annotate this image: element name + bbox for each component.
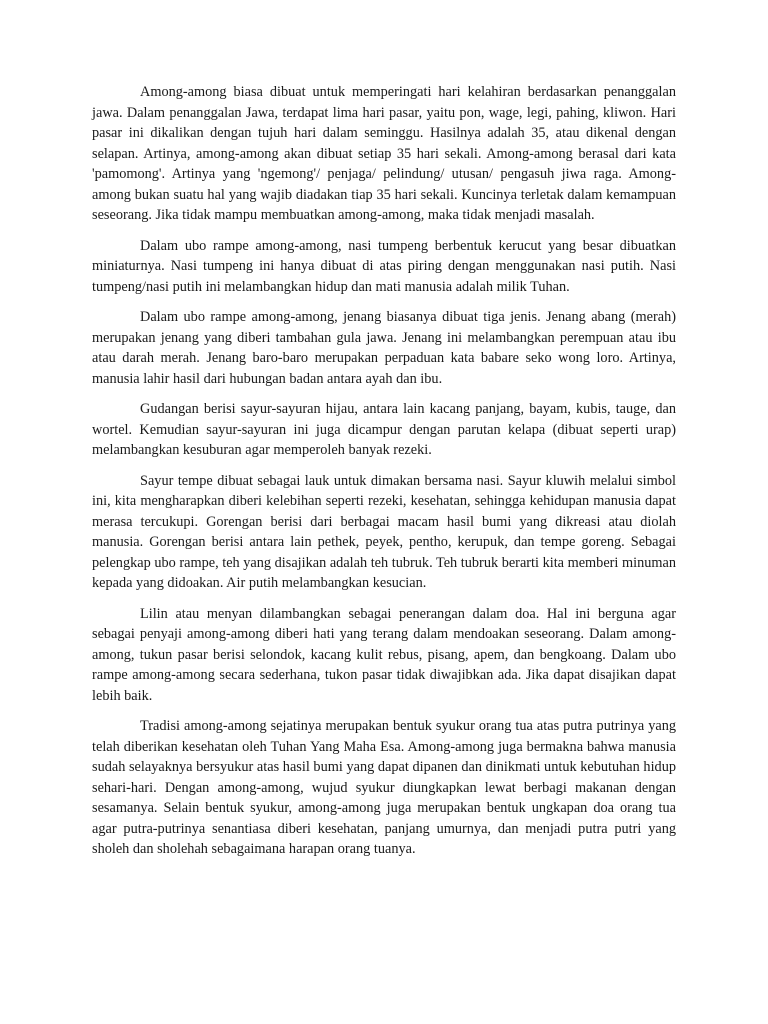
paragraph-6: Lilin atau menyan dilambangkan sebagai penerangan dalam doa. Hal ini berguna agar sebagai penyaji among-among diberi hati yang terang dalam mendoakan seseorang. Dalam among-among, tukun pasar berisi selondok, kacang kulit rebus, pisang, apem, dan bengkoang. Dalam ubo rampe among-among secara sederhana, tukon pasar tidak diwajibkan ada. Jika dapat disajikan dapat lebih baik. — [92, 605, 676, 704]
paragraph-5: Sayur tempe dibuat sebagai lauk untuk dimakan bersama nasi. Sayur kluwih melalui simbol ini, kita mengharapkan diberi kelebihan seperti rezeki, kesehatan, sehingga kehidupan manusia dapat merasa tercukupi. Gorengan berisi dari berbagai macam hasil bumi yang dikreasi atau diolah manusia. Gorengan berisi antara lain pethek, peyek, pentho, kerupuk, dan tempe goreng. Sebagai pelengkap ubo rampe, teh yang disajikan adalah teh tubruk. Teh tubruk berarti kita memberi minuman kepada yang didoakan. Air putih melambangkan kesucian. — [92, 472, 676, 591]
paragraph-3: Dalam ubo rampe among-among, jenang biasanya dibuat tiga jenis. Jenang abang (merah) merupakan jenang yang diberi tambahan gula jawa. Jenang ini melambangkan perempuan atau ibu atau darah merah. Jenang baro-baro merupakan perpaduan kata babare seko wong loro. Artinya, manusia lahir hasil dari hubungan badan antara ayah dan ibu. — [92, 309, 676, 387]
paragraph-1: Among-among biasa dibuat untuk memperingati hari kelahiran berdasarkan penanggalan jawa. Dalam penanggalan Jawa, terdapat lima hari pasar, yaitu pon, wage, legi, pahing, kliwon. Hari pasar ini dikalikan dengan tujuh hari dalam seminggu. Hasilnya adalah 35, atau dikenal dengan selapan. Artinya, among-among akan dibuat setiap 35 hari sekali. Among-among berasal dari kata 'pamomong'. Artinya yang 'ngemong'/ penjaga/ pelindung/ utusan/ pengasuh jiwa raga. Among-among bukan suatu hal yang wajib diadakan tiap 35 hari sekali. Kuncinya terletak dalam kemampuan seseorang. Jika tidak mampu membuatkan among-among, maka tidak menjadi masalah. — [92, 84, 676, 223]
document-body — [92, 82, 676, 870]
paragraph-7: Tradisi among-among sejatinya merupakan bentuk syukur orang tua atas putra putrinya yang telah diberikan kesehatan oleh Tuhan Yang Maha Esa. Among-among juga bermakna bahwa manusia sudah selayaknya bersyukur atas hasil bumi yang dapat dipanen dan dinikmati untuk kebutuhan hidup sehari-hari. Dengan among-among, wujud syukur diungkapkan lewat berbagi makanan dengan sesamanya. Selain bentuk syukur, among-among juga merupakan bentuk ungkapan doa orang tua agar putra-putrinya senantiasa diberi kesehatan, panjang umurnya, dan menjadi putra putri yang sholeh dan sholehah sebagaimana harapan orang tuanya. — [92, 718, 676, 857]
paragraph-4: Gudangan berisi sayur-sayuran hijau, antara lain kacang panjang, bayam, kubis, tauge, dan wortel. Kemudian sayur-sayuran ini juga dicampur dengan parutan kelapa (dibuat seperti urap) melambangkan kesuburan agar memperoleh banyak rezeki. — [92, 401, 676, 458]
paragraph-2: Dalam ubo rampe among-among, nasi tumpeng berbentuk kerucut yang besar dibuatkan miniaturnya. Nasi tumpeng ini hanya dibuat di atas piring dengan menggunakan nasi putih. Nasi tumpeng/nasi putih ini melambangkan hidup dan mati manusia adalah milik Tuhan. — [92, 237, 676, 295]
